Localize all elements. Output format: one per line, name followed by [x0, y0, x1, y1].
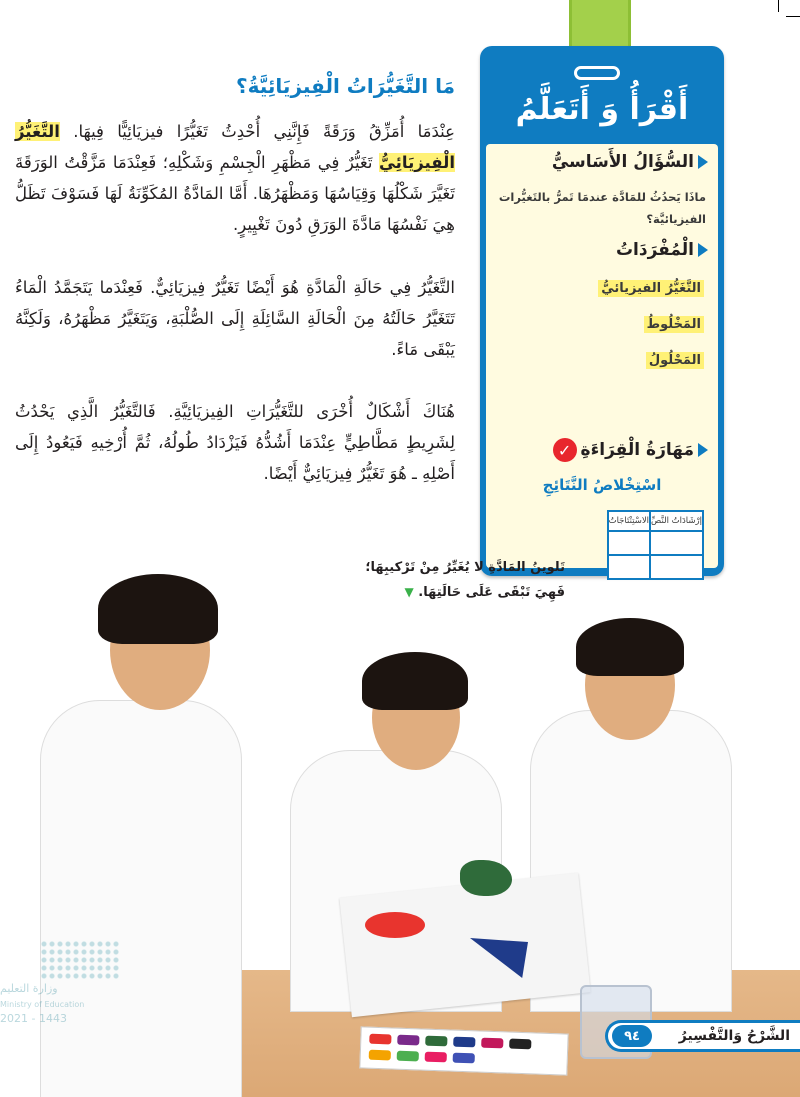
vocab-item-mixture: المَخْلُوطُ: [644, 316, 704, 333]
table-cell: [608, 531, 650, 555]
paragraph-3: هُنَاكَ أَشْكَالٌ أُخْرَى للتَّغَيُّرَاتِ الفِيزيَائِيَّةِ. فَالتَّغَيُّرُ الَّذِي يَحْدُثُ لِشَرِيطٍ مَطَّاطِيٍّ عِنْدَمَا أَشُدُّهُ فَيَزْدَادُ طُولُهُ، ثُمَّ أُرْخِيهِ فَيَعُودُ إِلَى أَصْلِهِ ـ هُوَ تَغَيُّرٌ فِيزيَائِيٌّ أَيْضًا.: [15, 402, 455, 483]
page-footer: [605, 1020, 800, 1052]
vocabulary-heading: الْمُفْرَدَاتُ: [616, 240, 708, 260]
palette-pan: [369, 1050, 391, 1061]
boy-left-hair: [98, 574, 218, 644]
boy-middle-hair: [362, 652, 468, 710]
palette-pan: [453, 1037, 475, 1048]
green-paint: [460, 860, 512, 896]
palette-pan: [369, 1034, 391, 1045]
paper-sheet: [339, 873, 590, 1017]
paint-palette: [359, 1026, 568, 1075]
reading-skill-heading: مَهَارَةُ الْقِرَاءَةِ ✓: [553, 438, 708, 462]
crop-mark-top-h: [786, 16, 800, 17]
table-header-clues: إرْشَادَاتُ النَّصِّ: [650, 511, 703, 531]
boy-left: [40, 700, 242, 1097]
palette-pan: [453, 1053, 475, 1064]
crop-mark-top: [778, 0, 779, 12]
sidebar-title: أَقْرَأُ وَ أَتَعَلَّمُ: [515, 92, 689, 127]
vocab-item-solution: المَحْلُولُ: [646, 352, 704, 369]
red-paint: [365, 912, 425, 938]
page-number: ٩٤: [612, 1025, 652, 1047]
vocab-item-physical-change: التَّغَيُّرُ الفيزيائيُّ: [598, 280, 704, 297]
table-header-conclusions: الاسْتِنْتَاجَاتُ: [608, 511, 650, 531]
essential-question-heading: السُّؤَالُ الأَسَاسيُّ: [552, 152, 708, 172]
table-cell: [650, 531, 703, 555]
ministry-logo-dots: [40, 940, 120, 980]
arrow-right-icon: [698, 443, 708, 457]
highlighted-term: التَّغَيُّرُ الْفِيزيَائِيُّ: [15, 122, 455, 172]
section-title: مَا التَّغَيُّرَاتُ الْفِيزيَائِيَّةُ؟: [236, 74, 455, 98]
check-icon: ✓: [553, 438, 577, 462]
palette-pan: [425, 1036, 447, 1047]
boy-right-hair: [576, 618, 684, 676]
arrow-right-icon: [698, 243, 708, 257]
palette-pan: [481, 1038, 503, 1049]
palette-pan: [397, 1051, 419, 1062]
essential-question-text: ماذَا يَحدُثُ للمَادَّة عندمَا تَمرُّ بالتَغيُّرات الفيزيائيَّة؟: [498, 190, 706, 226]
section-label: الشَّرْحُ وَالتَّفْسِيرُ: [678, 1028, 790, 1044]
palette-pan: [397, 1035, 419, 1046]
sidebar-content: [486, 144, 718, 568]
triangle-down-icon: ▼: [404, 585, 414, 599]
reading-skill-name: اسْتِخْلاصُ النَّتَائِجِ: [542, 476, 662, 494]
students-painting-photo: [0, 560, 800, 1097]
ribbon-loop: [574, 66, 620, 80]
photo-caption: تَلوينُ المَادَّةِ لا يُغَيِّرُ مِنْ تَرْكيبِهَا؛ فَهِيَ تَبْقَى عَلَى حَالَتِهَا. ▼: [365, 560, 565, 600]
read-and-learn-box: [480, 46, 724, 576]
arrow-right-icon: [698, 155, 708, 169]
palette-pan: [425, 1052, 447, 1063]
paragraph-1: عِنْدَمَا أُمَزِّقُ وَرَقَةً فَإِنَّنِي أُحْدِثُ تَغَيُّرًا فيزيَائِيًّا فِيهَا. التَّغَيُّرُ الْفِيزيَائِيُّ تَغَيُّرٌ فِي مَظْهَرِ الْجِسْمِ وَشَكْلِهِ؛ فَعِنْدَمَا مَزَّقْتُ الوَرَقَةَ تَغَيَّرَ شَكْلُهَا وَقِيَاسُهَا وَمَظْهَرُهَا. أَمَّا المَادَّةُ المُكَوِّنَةُ لَهَا فَسَوْفَ تَظَلُّ هِيَ نَفْسُهَا مَادَّةَ الوَرَقِ دُونَ تَغْيِيرٍ.: [15, 122, 455, 234]
paragraph-2: التَّغَيُّرُ فِي حَالَةِ الْمَادَّةِ هُوَ أَيْضًا تَغَيُّرٌ فِيزيَائِيٌّ. فَعِنْدَما يَتَجَمَّدُ الْمَاءُ تَتَغَيَّرُ حَالَتُهُ مِنَ الْحَالَةِ السَّائِلَةِ إِلَى الصُّلْبَةِ، وَيَتَغَيَّرُ مَظْهَرُهُ، وَلَكِنَّهُ يَبْقَى مَاءً.: [15, 278, 455, 359]
palette-pan: [509, 1039, 531, 1050]
ministry-watermark: وزارة التعليم Ministry of Education 2021 - 1443: [0, 940, 120, 1035]
